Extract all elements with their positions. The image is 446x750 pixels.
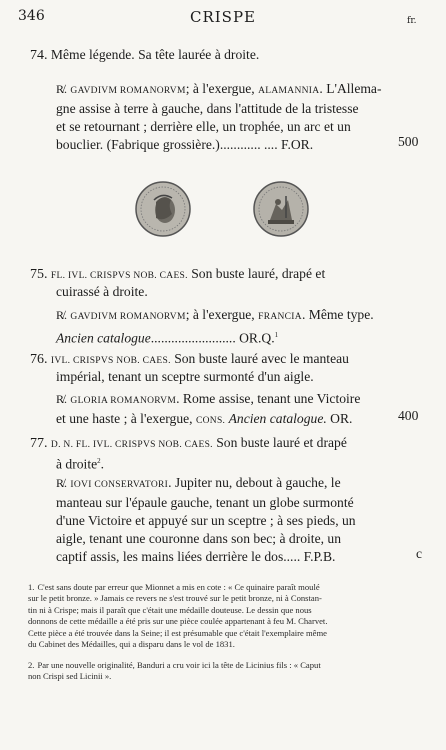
reverse-text: gne assise à terre à gauche, dans l'attitude de la tristesse	[56, 101, 359, 116]
obverse-legend: D. N. FL. IVL. CRISPVS NOB. CAES.	[50, 440, 213, 450]
entry-value: c	[416, 546, 423, 561]
footnote-ref: 2	[97, 457, 101, 465]
obverse-text: impérial, tenant un sceptre surmonté d'un aigle.	[56, 369, 314, 384]
footnote-text: Par une nouvelle originalité, Banduri a cru voir ici la tête de Licinius fils : « Caput	[37, 660, 321, 670]
footnote-text: Cette pièce a été trouvée dans la Seine; il est présumable que c'était l'exemplaire même	[28, 627, 327, 638]
footnote-text: du Cabinet des Médailles, qui a disparu dans le vol de 1831.	[28, 639, 235, 650]
reverse-text: ......................... OR.Q.	[150, 330, 275, 346]
exergue-legend: ALAMANNIA	[258, 86, 320, 96]
reverse-symbol: R̸.	[56, 308, 68, 322]
entry-76-reverse	[56, 390, 388, 430]
obverse-text: cuirassé à droite.	[56, 284, 148, 299]
reverse-text: captif assis, les mains liées derrière le dos..... F.P.B.	[56, 549, 336, 564]
entry-number: 75.	[30, 267, 48, 282]
reverse-legend: GAVDIVM ROMANORVM	[70, 86, 186, 96]
entry-77-obverse-line2: à droite$^2$.	[56, 456, 105, 472]
reverse-legend: IOVI CONSERVATORI	[70, 480, 169, 490]
obverse-coin-image	[134, 180, 192, 238]
catalogue-reference: Ancien catalogue	[56, 330, 151, 346]
obverse-text: Même légende. Sa tête laurée à droite.	[50, 47, 260, 62]
obverse-text: à droite	[56, 456, 98, 472]
reverse-symbol: R̸.	[56, 476, 68, 490]
page-number: 346	[18, 8, 45, 24]
entry-76-obverse	[30, 350, 349, 370]
entry-75-obverse	[30, 265, 325, 285]
footnote-text: tin ni à Crispe; mais il paraît que c'était une médaille douteuse. Le dessin que nous	[28, 604, 312, 615]
reverse-legend: GAVDIVM ROMANORVM	[70, 312, 186, 322]
coin-illustrations	[134, 180, 314, 240]
entry-value: 500	[398, 134, 419, 149]
entry-77-reverse	[56, 474, 388, 566]
reverse-text: bouclier. (Fabrique grossière.)............ .... F.OR.	[56, 137, 314, 152]
footnote-ref: 1	[274, 331, 279, 339]
footnote-text: donnons de cette médaille a été pris sur une pièce coulée appartenant à feu M. Charvet.	[28, 616, 328, 627]
reverse-text: OR.	[330, 411, 353, 426]
reverse-text: et se retournant ; derrière elle, un trophée, un arc et un	[56, 119, 351, 134]
entry-77-obverse	[30, 434, 347, 454]
exergue-legend: CONS.	[195, 416, 226, 426]
entry-number: 74.	[30, 48, 48, 63]
entry-75-reverse	[56, 306, 388, 348]
entry-number: 76.	[30, 352, 48, 367]
footnote-text: sur le petit bronze. » Jamais ce revers ne s'est trouvé sur le petit bronze, ni à Constan-	[28, 593, 322, 604]
obverse-legend: IVL. CRISPVS NOB. CAES.	[50, 356, 171, 366]
reverse-text: . Même type.	[301, 307, 374, 322]
obverse-text: Son buste lauré, drapé et	[191, 266, 326, 281]
reverse-coin-image	[252, 180, 310, 238]
obverse-legend: FL. IVL. CRISPVS NOB. CAES.	[50, 271, 188, 281]
obverse-text: Son buste lauré et drapé	[216, 435, 347, 450]
obverse-text: Son buste lauré avec le manteau	[174, 351, 349, 366]
entry-value: 400	[398, 408, 419, 423]
reverse-text: manteau sur l'épaule gauche, tenant un globe surmonté	[56, 495, 354, 510]
reverse-symbol: R̸.	[56, 82, 68, 96]
unit-label: fr.	[407, 16, 417, 26]
running-title: CRISPE	[189, 8, 256, 26]
reverse-text: . L'Allema-	[319, 81, 382, 96]
footnote-text: non Crispi sed Licinii ».	[28, 671, 112, 682]
footnote-2	[28, 660, 422, 683]
entry-number: 77.	[30, 436, 48, 451]
exergue-legend: FRANCIA	[258, 312, 302, 322]
entry-74-reverse	[56, 80, 388, 154]
footnote-text: C'est sans doute par erreur que Mionnet a mis en cote : « Ce quinaire paraît moulé	[37, 582, 320, 592]
reverse-text: ; à l'exergue,	[185, 307, 255, 322]
footnote-number: 1.	[28, 582, 35, 592]
reverse-symbol: R̸.	[56, 392, 68, 406]
reverse-legend: GLORIA ROMANORVM	[70, 396, 177, 406]
footnote-1	[28, 582, 422, 650]
reverse-text: . Jupiter nu, debout à gauche, le	[168, 475, 341, 490]
reverse-text: aigle, tenant une couronne dans son bec; à droite, un	[56, 531, 341, 546]
reverse-text: d'une Victoire et appuyé sur un sceptre ; à ses pieds, un	[56, 513, 356, 528]
reverse-text: et une haste ; à l'exergue,	[56, 411, 193, 426]
catalogue-reference: Ancien catalogue.	[228, 411, 327, 426]
entry-74-obverse	[30, 46, 259, 65]
footnote-number: 2.	[28, 660, 35, 670]
reverse-text: . Rome assise, tenant une Victoire	[176, 391, 361, 406]
reverse-text: ; à l'exergue,	[185, 81, 255, 96]
